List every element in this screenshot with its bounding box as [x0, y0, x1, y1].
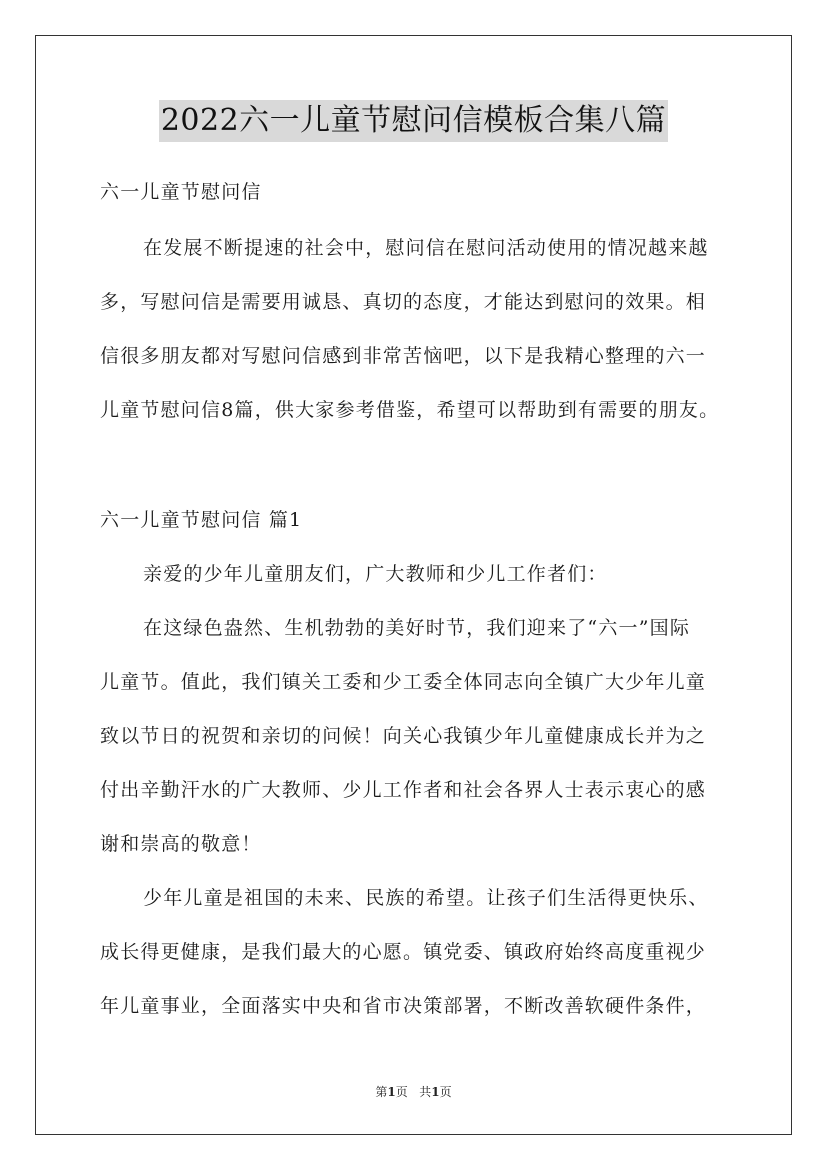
page-footer	[0, 1084, 827, 1100]
total-prefix: 共	[419, 1085, 432, 1099]
paragraph-line: 在这绿色盎然、生机勃勃的美好时节，我们迎来了“六一”国际	[143, 617, 691, 639]
paragraph-line: 付出辛勤汗水的广大教师、少儿工作者和社会各界人士表示衷心的感	[100, 779, 707, 801]
paragraph-line: 致以节日的祝贺和亲切的问候！向关心我镇少年儿童健康成长并为之	[100, 725, 707, 747]
document-title-container	[0, 100, 827, 142]
section-heading: 六一儿童节慰问信 篇1	[100, 509, 303, 531]
paragraph-line: 少年儿童是祖国的未来、民族的希望。让孩子们生活得更快乐、	[143, 887, 709, 909]
paragraph-line: 年儿童事业，全面落实中央和省市决策部署，不断改善软硬件条件，	[100, 995, 707, 1017]
paragraph-line: 谢和崇高的敬意！	[100, 833, 262, 855]
section-heading: 六一儿童节慰问信	[100, 181, 262, 203]
paragraph-line: 多，写慰问信是需要用诚恳、真切的态度，才能达到慰问的效果。相	[100, 291, 707, 313]
salutation-line: 亲爱的少年儿童朋友们，广大教师和少儿工作者们：	[143, 563, 608, 585]
paragraph-line: 儿童节。值此，我们镇关工委和少工委全体同志向全镇广大少年儿童	[100, 671, 707, 693]
paragraph-line: 信很多朋友都对写慰问信感到非常苦恼吧，以下是我精心整理的六一	[100, 345, 707, 367]
paragraph-line: 儿童节慰问信8篇，供大家参考借鉴，希望可以帮助到有需要的朋友。	[100, 399, 720, 421]
paragraph-line: 成长得更健康，是我们最大的心愿。镇党委、镇政府始终高度重视少	[100, 941, 707, 963]
paragraph-line: 在发展不断提速的社会中，慰问信在慰问活动使用的情况越来越	[143, 237, 709, 259]
total-pages: 1	[431, 1085, 440, 1099]
total-suffix: 页	[439, 1085, 452, 1099]
page-prefix: 第	[375, 1085, 388, 1099]
page-number: 1	[387, 1085, 396, 1099]
page-suffix: 页	[395, 1085, 408, 1099]
document-title: 2022六一儿童节慰问信模板合集八篇	[159, 100, 668, 142]
